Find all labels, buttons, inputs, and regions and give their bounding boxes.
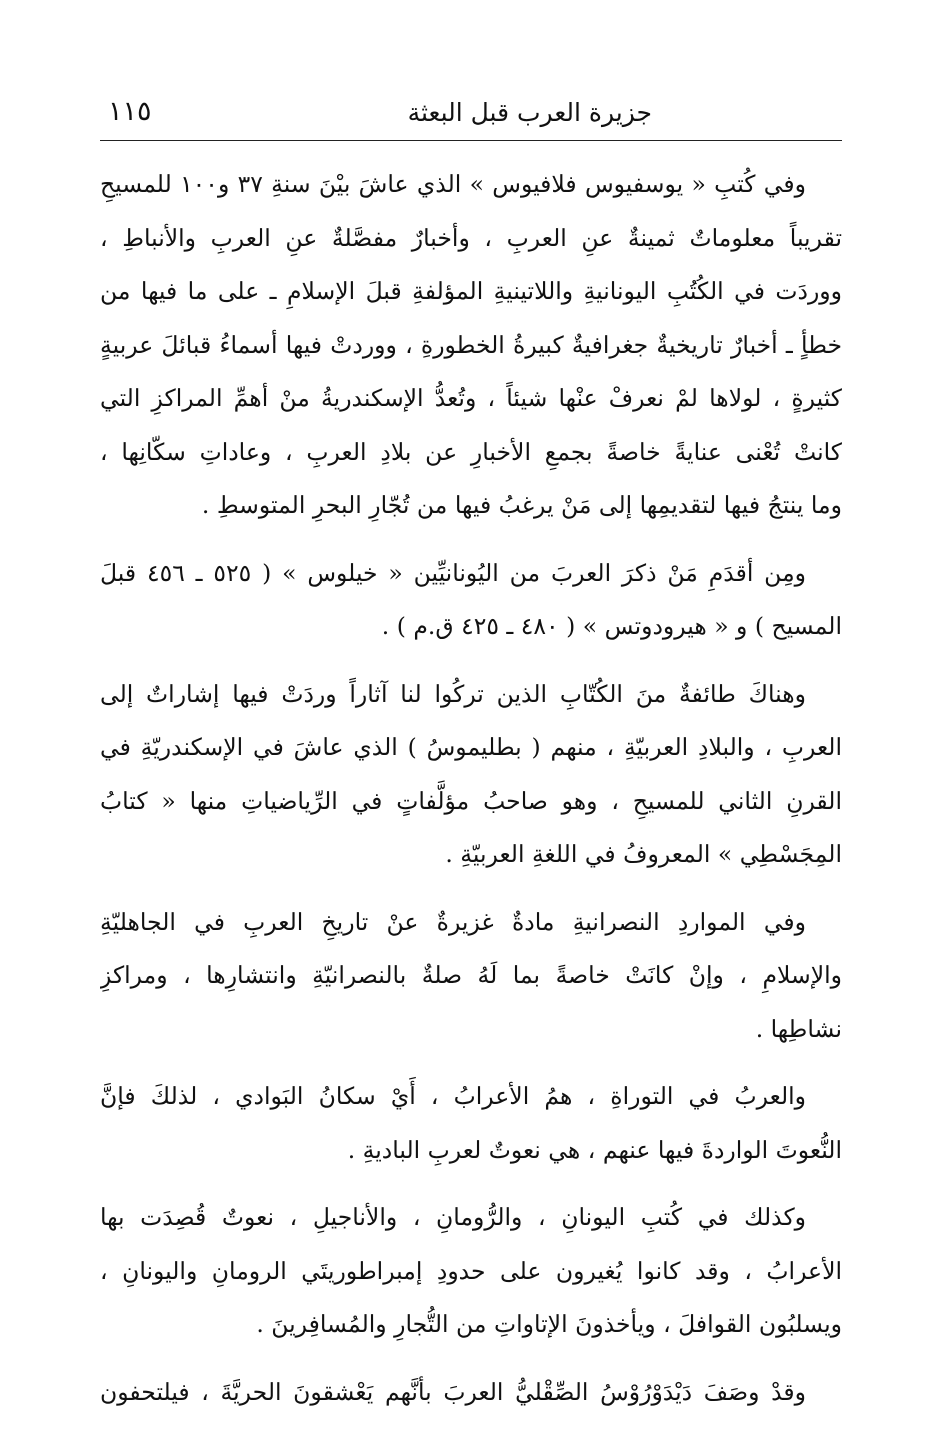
text-line: ومِن أقدَمِ مَنْ ذكرَ العربَ من اليُونانيِّين « خيلوس » ( ٥٢٥ ـ ٤٥٦ قبلَ (100, 558, 807, 587)
text-line: وفي كُتبِ « يوسفيوس فلافيوس » الذي عاشَ بيْنَ سنةِ ٣٧ و١٠٠ للمسيحِ (100, 170, 806, 198)
text-line: المسيح ) و « هيرودوتس » ( ٤٨٠ ـ ٤٢٥ ق.م ) . (381, 612, 842, 640)
text-line: نشاطِها . (755, 1014, 842, 1043)
page-number: ١١٥ (108, 96, 152, 127)
text-line: وما ينتجُ فيها لتقديمِها إلى مَنْ يرغبُ فيها من تُجّارِ البحرِ المتوسطِ . (201, 491, 842, 519)
text-line: وهناكَ طائفةٌ منَ الكُتّابِ الذين تركُوا لنا آثاراً وردَتْ فيها إشاراتٌ إلى (100, 679, 806, 708)
text-line: وقدْ وصَفَ دَيْدَوْرُوْسُ الصِّقْليُّ العربَ بأنَّهم يَعْشقونَ الحريَّةَ ، فيلتحفون (100, 1377, 806, 1406)
text-line: ووردَت في الكُتُبِ اليونانيةِ واللاتينيةِ المؤلفةِ قبلَ الإسلامِ ـ على ما فيها من (100, 277, 842, 305)
text-line: النُّعوتَ الواردةَ فيها عنهم ، هي نعوتٌ لعربِ الباديةِ . (347, 1135, 842, 1164)
text-line: الأعرابُ ، وقد كانوا يُغيرون على حدودِ إمبراطوريتَي الرومانِ واليونانِ ، (100, 1256, 842, 1285)
paragraph (100, 1191, 842, 1352)
paragraph (100, 1070, 842, 1177)
text-line: والعربُ في التوراةِ ، همُ الأعرابُ ، أَيْ سكانُ البَوادي ، لذلكَ فإنَّ (100, 1082, 806, 1110)
body-text (100, 158, 842, 1433)
text-line: وكذلك في كُتبِ اليونانِ ، والرُّومانِ ، والأناجيلِ ، نعوتٌ قُصِدَت بها (100, 1203, 806, 1231)
text-line: وفي المواردِ النصرانيةِ مادةٌ غزيرةٌ عنْ تاريخِ العربِ في الجاهليّةِ (100, 907, 806, 936)
text-line: العربِ ، والبلادِ العربيّةِ ، منهم ( بطليموسُ ) الذي عاشَ في الإسكندريّةِ في (100, 733, 842, 761)
paragraph (100, 896, 842, 1057)
text-line: المِجَسْطِي » المعروفُ في اللغةِ العربيّةِ . (445, 840, 842, 868)
text-line: تقريباً معلوماتٌ ثمينةٌ عنِ العربِ ، وأخبارٌ مفصَّلةٌ عنِ العربِ والأنباطِ ، (100, 223, 842, 252)
text-line: كثيرةٍ ، لولاها لمْ نعرفْ عنْها شيئاً ، وتُعدُّ الإسكندريةُ منْ أهمِّ المراكزِ التي (100, 384, 842, 412)
paragraph (100, 158, 842, 533)
running-title: جزيرة العرب قبل البعثة (407, 98, 652, 127)
text-line: كانتْ تُعْنى عنايةً خاصةً بجمعِ الأخبارِ عن بلادِ العربِ ، وعاداتِ سكّانِها ، (100, 437, 842, 466)
text-line: خطأٍ ـ أخبارٌ تاريخيةٌ جغرافيةٌ كبيرةُ الخطورةِ ، ووردتْ فيها أسماءُ قبائلَ عربيةٍ (100, 330, 842, 359)
text-line: والإسلامِ ، وإنْ كانَتْ خاصةً بما لَهُ صلةٌ بالنصرانيّةِ وانتشارِها ، ومراكزِ (100, 961, 842, 989)
paragraph (100, 668, 842, 882)
text-line: القرنِ الثاني للمسيحِ ، وهو صاحبُ مؤلَّفاتٍ في الرِّياضياتِ منها « كتابُ (100, 786, 842, 815)
page-header (100, 88, 842, 138)
paragraph (100, 547, 842, 654)
text-line: ويسلبُون القوافلَ ، ويأخذونَ الإتاواتِ من التُّجارِ والمُسافِرينَ . (256, 1310, 842, 1338)
header-divider (100, 140, 842, 141)
